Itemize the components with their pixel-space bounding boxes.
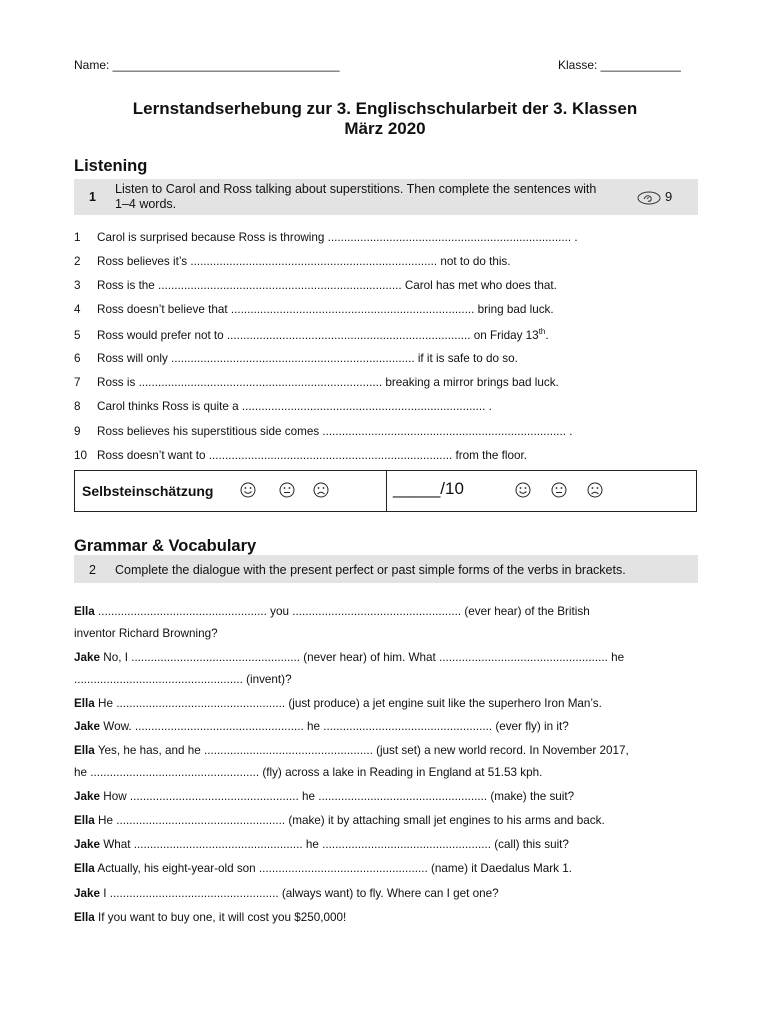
list-item: 5 Ross would prefer not to ........................................................................... on Friday 13th. [74, 327, 549, 342]
divider [386, 471, 387, 511]
page-subtitle: März 2020 [344, 119, 426, 138]
task-number: 2 [89, 563, 96, 577]
points-value: 9 [665, 189, 673, 204]
dialogue-line: Ella He .................................................... (make) it by attaching small jet engines to his arms and back. [74, 814, 605, 827]
self-assessment-label: Selbsteinschätzung [82, 483, 214, 499]
task-2-instruction-bar [74, 555, 698, 583]
list-item: 9 Ross believes his superstitious side comes ........................................................................... . [74, 425, 573, 438]
dialogue-line: Ella .................................................... you .................................................... (ever hear) of the British [74, 605, 590, 618]
dialogue-line: Jake What .................................................... he .................................................... (call) this suit? [74, 838, 569, 851]
task-instruction: Complete the dialogue with the present perfect or past simple forms of the verbs in brackets. [115, 563, 626, 577]
dialogue-line: he .................................................... (fly) across a lake in Reading in England at 51.53 kph. [74, 766, 543, 779]
grammar-heading: Grammar & Vocabulary [74, 537, 257, 555]
task-instruction-cont: 1–4 words. [115, 197, 177, 211]
sad-face-icon[interactable] [587, 482, 603, 498]
list-item: 6 Ross will only ........................................................................... if it is safe to do so. [74, 352, 518, 365]
name-field[interactable]: Name: __________________________________ [74, 58, 340, 72]
task-1-instruction-bar [74, 179, 698, 215]
list-item: 8 Carol thinks Ross is quite a ........................................................................... . [74, 400, 492, 413]
dialogue-line: Ella If you want to buy one, it will cost you $250,000! [74, 911, 347, 924]
dialogue-line: Jake How .................................................... he .................................................... (make) the suit? [74, 790, 575, 803]
listening-icon [637, 191, 661, 208]
list-item: 3 Ross is the ........................................................................... Carol has met who does that. [74, 279, 557, 292]
dialogue-line: .................................................... (invent)? [74, 673, 292, 686]
list-item: 1 Carol is surprised because Ross is throwing ........................................................................... . [74, 231, 578, 244]
dialogue-line: Ella Actually, his eight-year-old son .................................................... (name) it Daedalus Mark 1. [74, 862, 572, 875]
list-item: 4 Ross doesn’t believe that ........................................................................... bring bad luck. [74, 303, 554, 316]
list-item: 7 Ross is ........................................................................... breaking a mirror brings bad luck. [74, 376, 559, 389]
neutral-face-icon[interactable] [279, 482, 295, 498]
dialogue-line: Ella Yes, he has, and he .................................................... (just set) a new world record. In November 2017, [74, 744, 629, 757]
dialogue-line: Ella He .................................................... (just produce) a jet engine suit like the superhero Iron Man’s. [74, 697, 602, 710]
happy-face-icon[interactable] [515, 482, 531, 498]
dialogue-line: inventor Richard Browning? [74, 627, 218, 640]
task-number: 1 [89, 190, 96, 204]
happy-face-icon[interactable] [240, 482, 256, 498]
neutral-face-icon[interactable] [551, 482, 567, 498]
dialogue-line: Jake Wow. .................................................... he .................................................... (ever fly) in it? [74, 720, 569, 733]
score-field[interactable]: _____/10 [393, 479, 464, 498]
list-item: 2 Ross believes it’s ............................................................................ not to do this. [74, 255, 511, 268]
self-assessment-box [74, 470, 697, 512]
list-item: 10 Ross doesn’t want to ........................................................................... from the floor. [74, 449, 527, 462]
task-instruction: Listen to Carol and Ross talking about superstitions. Then complete the sentences with [115, 182, 597, 196]
page-title: Lernstandserhebung zur 3. Englischschularbeit der 3. Klassen [132, 99, 638, 118]
sad-face-icon[interactable] [313, 482, 329, 498]
dialogue-line: Jake I .................................................... (always want) to fly. Where can I get one? [74, 887, 499, 900]
listening-heading: Listening [74, 157, 148, 175]
dialogue-line: Jake No, I .................................................... (never hear) of him. What .................................................... he [74, 651, 625, 664]
klasse-field[interactable]: Klasse: ____________ [558, 58, 681, 72]
